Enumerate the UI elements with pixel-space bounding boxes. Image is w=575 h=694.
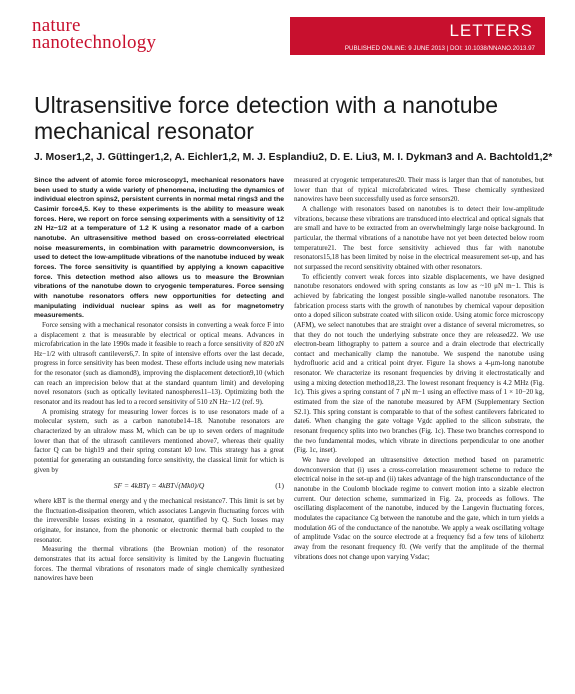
journal-header — [0, 0, 575, 70]
equation-number: (1) — [275, 481, 284, 491]
body-paragraph: measured at cryogenic temperatures20. Their mass is larger than that of nanotubes, but lower than that of typical microfabricated wires. These chemically synthesized nanowires have been successfully used as force sensors20. — [294, 176, 544, 204]
body-paragraph: We have developed an ultrasensitive detection method based on parametric downconversion that (i) uses a cross-correlation measurement scheme to reduce the electrical noise in the set-up and (ii) takes advantage of the high transconductance of the nanotube in the Coulomb blockade regime to convert motion into a sizable electron current. Our detection scheme, summarized in Fig. 2a, proceeds as follows. The oscillating displacement of the nanotube, induced by the Langevin fluctuating forces, modulates the capacitance Cg between the nanotube and the gate, which in turn yields a modulation δG of the conductance of the nanotube. We apply a weak oscillating voltage of amplitude Vsdac on the source electrode at a frequency fsd a few tens of kilohertz away from the resonant frequency f0. (We verify that the amplitude of the thermal vibrations does not change upon varying Vsdac; — [294, 456, 544, 561]
article-title: Ultrasensitive force detection with a nanotube mechanical resonator — [34, 92, 499, 144]
publication-info: PUBLISHED ONLINE: 9 JUNE 2013 | DOI: 10.1038/NNANO.2013.97 — [344, 45, 535, 52]
body-paragraph: where kBT is the thermal energy and γ the mechanical resistance7. This limit is set by the fluctuation-dissipation theorem, which associates Langevin fluctuating forces with the irreversible losses existing in a resonator, quantified by Q. Such losses may originate, for instance, from the phononic or electronic thermal bath coupled to the resonator. — [34, 497, 284, 544]
abstract: Since the advent of atomic force microscopy1, mechanical resonators have been used to study a wide variety of phenomena, including the dynamics of individual electron spins2, persistent currents in normal metal rings3 and the Casimir force4,5. Key to these experiments is the ability to measure weak forces. Here, we report on force sensing experiments with a sensitivity of 12 zN Hz−1/2 at a temperature of 1.2 K using a resonator made of a carbon nanotube. An ultrasensitive method based on cross-correlated electrical noise measurements, in combination with parametric downconversion, is used to detect the low-amplitude vibrations of the nanotube induced by weak forces. The force sensitivity is quantified by applying a known capacitive force. This detection method also allows us to measure the Brownian vibrations of the nanotube down to cryogenic temperatures. Force sensing with nanotube resonators offers new opportunities for detecting and manipulating individual nuclear spins as well as for magnetometry measurements. — [34, 177, 284, 320]
right-column — [294, 176, 544, 562]
body-paragraph: To efficiently convert weak forces into sizable displacements, we have designed nanotube resonators endowed with spring constants as low as ~10 μN m−1. This is achieved by fabricating the longest possible single-walled nanotube resonators. The fabrication process starts with the growth of nanotubes by chemical vapour deposition onto a doped silicon substrate coated with silicon oxide. Using atomic force microscopy (AFM), we select nanotubes that are straight over a distance of several micrometres, so that they do not touch the underlying substrate once they are released22. We use electron-beam lithography to pattern a source and a drain electrode that electrically contact and mechanically clamp the nanotube. We suspend the nanotube using hydrofluoric acid and a critical point dryer. Figure 1a shows a 4-μm-long nanotube resonator. We characterize its resonant frequencies by driving it electrostatically and using a mixing detection method18,23. The lowest resonant frequency is 4.2 MHz (Fig. 1c). This gives a spring constant of 7 μN m−1 using an effective mass of 1 × 10−20 kg, estimated from the size of the nanotube measured by AFM (Supplementary Section S2.1). This spring constant is comparable to that of the softest cantilevers fabricated to date6. When changing the gate voltage Vgdc applied to the silicon substrate, the resonant frequency splits into two branches (Fig. 1c). These two branches correspond to the two fundamental modes, which vibrate in directions perpendicular to one another (Fig. 1c, inset). — [294, 272, 544, 455]
body-paragraph: Measuring the thermal vibrations (the Brownian motion) of the resonator demonstrates that its actual force sensitivity is limited by the Langevin fluctuating forces. The thermal vibrations of resonators made of single chemically synthesized nanowires have been — [34, 545, 284, 583]
equation — [34, 481, 284, 491]
author-list: J. Moser1,2, J. Güttinger1,2, A. Eichler1,2, M. J. Esplandiu2, D. E. Liu3, M. I. Dykman3 and A. Bachtold1,2* — [34, 152, 553, 163]
body-paragraph: A promising strategy for measuring lower forces is to use resonators made of a molecular system, such as a carbon nanotube14–18. Nanotube resonators are characterized by an ultralow mass M, which can be up to seven orders of magnitude lower than that of the ultrasoft cantilevers mentioned above7, whereas their quality factor Q can be high19 and their spring constant k0 low. This strategy has a great potential for generating an outstanding force sensitivity, the classical limit for which is given by — [34, 407, 284, 474]
section-banner — [290, 17, 545, 55]
journal-name-line1: nature — [32, 15, 81, 36]
journal-logo — [32, 17, 156, 51]
body-paragraph: A challenge with resonators based on nanotubes is to detect their low-amplitude vibrations, because these vibrations are transduced into electrical and optical signals that are small and have to be extracted from an overwhelmingly large noise background. In particular, the thermal vibrations of a nanotube have not yet been detected below room temperature21. The best force sensitivity achieved thus far with nanotube resonators15,18 has been limited by noise in the electrical measurement set-up, and has not surpassed the record sensitivity obtained with other resonators. — [294, 204, 544, 271]
body-paragraph: Force sensing with a mechanical resonator consists in converting a weak force F into a displacement z that is measurable by electrical or optical means. Advances in microfabrication in the late 1990s made it feasible to reach a force sensitivity of 820 zN Hz−1/2 with ultrasoft cantilevers6,7. In spite of intensive efforts over the last decade, progress in force sensitivity has been modest. These efforts include using new materials for the resonator (such as diamond8), improving the displacement detection9,10 (which can reach an imprecision below that at the standard quantum limit) and developing novel resonators (such as optically levitated nanospheres11–13). Optimizing both the resonator and its readout has led to a record sensitivity of 510 zN Hz−1/2 (ref. 9). — [34, 320, 284, 407]
journal-name-line2: nanotechnology — [32, 32, 157, 53]
equation-formula: SF = 4kBTγ = 4kBT√(Mk0)/Q — [113, 481, 205, 491]
left-column — [34, 176, 284, 584]
section-label: LETTERS — [449, 21, 533, 40]
